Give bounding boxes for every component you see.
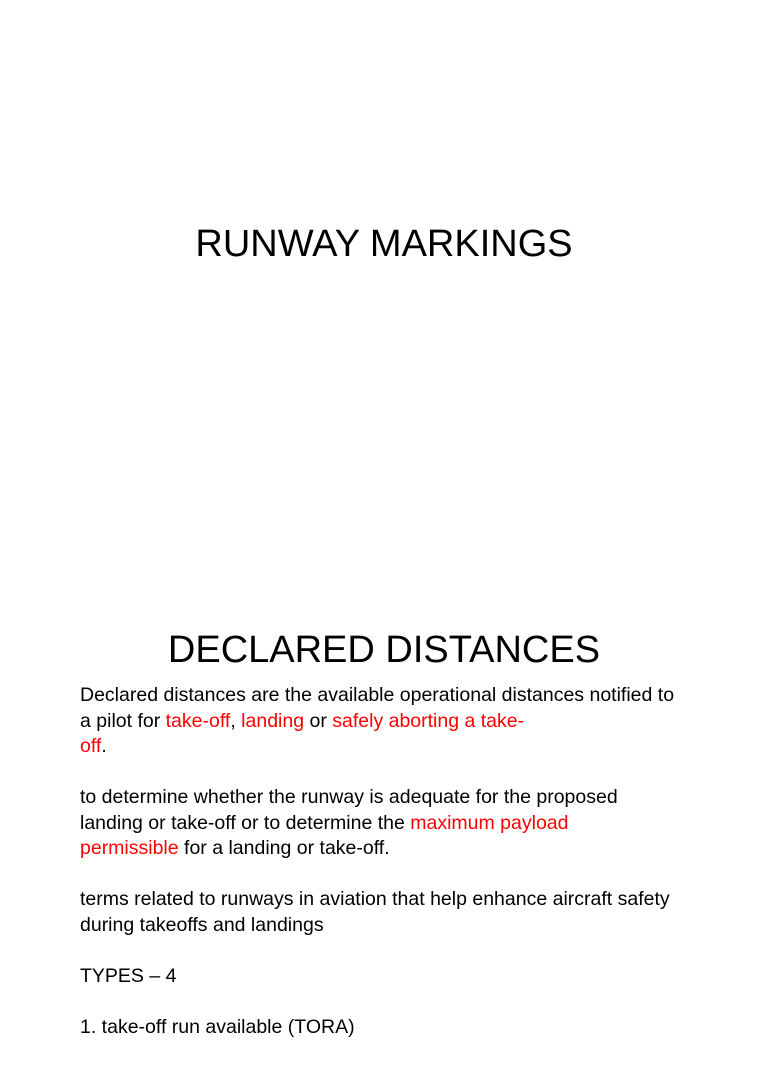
paragraph-purpose [80, 785, 680, 862]
types-heading: TYPES – 4 [80, 964, 177, 987]
comma-text: , [230, 709, 242, 732]
purpose-outro-text: for a landing or take-off. [178, 837, 390, 859]
slide-title-declared-distances: DECLARED DISTANCES [167, 629, 601, 671]
slide-body [80, 683, 680, 1066]
highlight-maximum-payload: maximum payload [410, 811, 569, 834]
list-item-tora: 1. take-off run available (TORA) [80, 1015, 355, 1038]
paragraph-terms: terms related to runways in aviation that help enhance aircraft safety during takeoffs and landings [80, 888, 670, 936]
slide-title-runway-markings: RUNWAY MARKINGS [195, 223, 573, 265]
purpose-text: to determine whether the runway is adequate for the proposed landing or take-off or to determine the [80, 786, 618, 834]
paragraph-definition [80, 683, 680, 760]
highlight-take-off: take-off [165, 709, 231, 732]
highlight-off: off [80, 735, 102, 757]
definition-text: Declared distances are the available operational distances notified to a pilot for [80, 684, 675, 732]
highlight-safely-aborting: safely aborting a take- [332, 709, 525, 732]
highlight-permissible: permissible [80, 837, 179, 859]
period-text: . [101, 735, 107, 757]
highlight-landing: landing [241, 709, 305, 732]
or-text: or [304, 709, 333, 732]
